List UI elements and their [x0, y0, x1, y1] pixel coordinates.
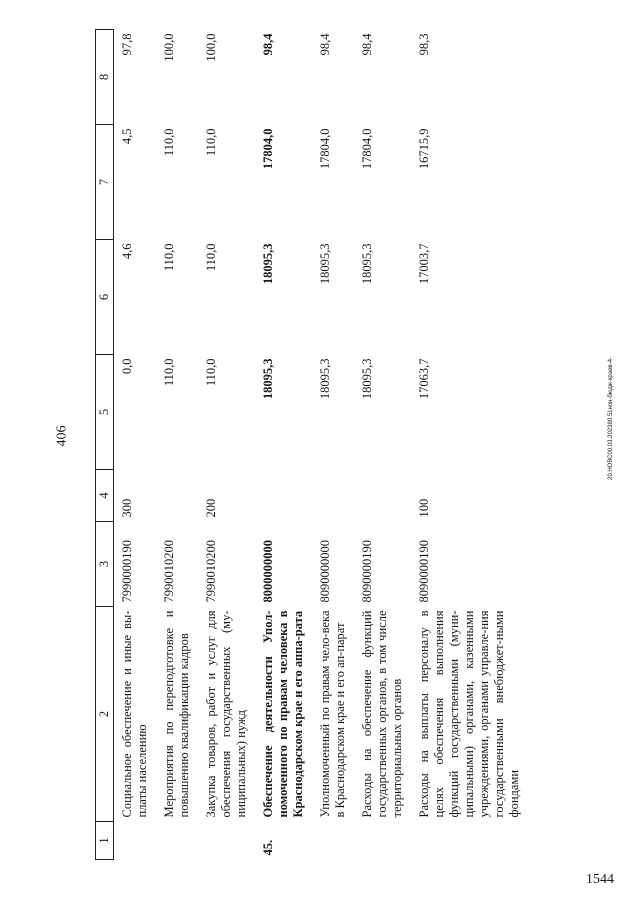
table-row: [156, 30, 198, 860]
table-cell-c7: 16715,9: [417, 128, 431, 170]
table-cell-c7: 110,0: [162, 128, 176, 157]
table-cell-num: 45.: [261, 839, 275, 856]
side-note-text: 20.НОВС00.03.202389.51нон-бюдж-краев-4-: [608, 357, 614, 480]
table-cell-c6: 110,0: [162, 243, 176, 272]
table-cell-c6: 110,0: [204, 243, 218, 272]
table-cell-vr: 200: [204, 498, 218, 518]
table-cell-code: 8090000190: [417, 540, 431, 603]
table-cell-num: [198, 822, 255, 860]
table-cell-c8: 97,8: [120, 33, 134, 56]
table-row: [411, 30, 528, 860]
table-cell-c7: 4,5: [120, 128, 134, 145]
header-cell: 3: [96, 522, 114, 607]
table-cell-name: Закупка товаров, работ и услуг для обеспечения государственных (му-ниципальных) нужд: [204, 610, 248, 818]
table-cell-c8: 98,4: [318, 33, 332, 56]
table-cell-c8: 98,4: [360, 33, 374, 56]
table-cell-num: [156, 822, 198, 860]
table-cell-c7: 110,0: [204, 128, 218, 157]
table-cell-c6: 18095,3: [318, 243, 332, 285]
table-cell-c5: 17063,7: [417, 358, 431, 400]
table-cell-code: 8000000000: [261, 540, 275, 603]
table-cell-code: 7990010200: [204, 540, 218, 603]
table-cell-c6: 17003,7: [417, 243, 431, 285]
header-cell: 6: [96, 240, 114, 355]
page-number-top: 406: [54, 425, 70, 447]
rotated-table-container: [95, 30, 605, 860]
table-cell-vr: 100: [417, 498, 431, 518]
budget-table: [95, 29, 528, 860]
table-cell-c8: 100,0: [204, 33, 218, 62]
table-cell-c6: 18095,3: [261, 243, 275, 285]
table-cell-code: 7990000190: [120, 540, 134, 603]
table-cell-c6: 4,6: [120, 243, 134, 260]
table-cell-c8: 100,0: [162, 33, 176, 62]
table-cell-name: Обеспечение деятельности Упол-номоченного по правам человека в Краснодарском крае и его аппа-рата: [261, 610, 305, 818]
table-cell-code: 8090000190: [360, 540, 374, 603]
table-row: [114, 30, 157, 860]
table-cell-c8: 98,3: [417, 33, 431, 56]
table-cell-name: Расходы на обеспечение функций государственных органов, в том числе территориальных органов: [360, 610, 404, 818]
header-cell: 8: [96, 30, 114, 125]
table-cell-c5: 18095,3: [318, 358, 332, 400]
table-cell-num: [114, 822, 157, 860]
header-cell: 1: [96, 822, 114, 860]
table-header-row: [96, 30, 114, 860]
table-cell-c5: 0,0: [120, 358, 134, 375]
table-cell-c6: 18095,3: [360, 243, 374, 285]
table-cell-c5: 18095,3: [261, 358, 275, 400]
header-cell: 5: [96, 355, 114, 470]
table-cell-num: [411, 822, 528, 860]
table-row: [255, 30, 312, 860]
table-row: [198, 30, 255, 860]
table-cell-code: 7990010200: [162, 540, 176, 603]
table-cell-name: Расходы на выплаты персоналу в целях обеспечения выполнения функций государственными (муни-ципальными) органами, казенными учреждениями, органами управле-ния государственными внебюджет-ными фондами: [417, 610, 521, 818]
table-row: [312, 30, 354, 860]
table-cell-num: [354, 822, 411, 860]
table-cell-num: [312, 822, 354, 860]
table-cell-c7: 17804,0: [318, 128, 332, 170]
header-cell: 2: [96, 607, 114, 822]
table-cell-c7: 17804,0: [261, 128, 275, 170]
table-cell-vr: [255, 470, 312, 522]
table-row: [354, 30, 411, 860]
table-cell-c8: 98,4: [261, 33, 275, 56]
table-cell-vr: 300: [120, 498, 134, 518]
table-cell-name: Мероприятия по переподготовке и повышению квалификации кадров: [162, 610, 191, 818]
header-cell: 4: [96, 470, 114, 522]
table-cell-vr: [312, 470, 354, 522]
table-cell-name: Социальное обеспечение и иные вы-платы населению: [120, 610, 149, 818]
table-cell-c5: 110,0: [204, 358, 218, 387]
table-cell-vr: [354, 470, 411, 522]
table-cell-c7: 17804,0: [360, 128, 374, 170]
page-number-bottom: 1544: [586, 872, 614, 887]
table-cell-c5: 110,0: [162, 358, 176, 387]
table-cell-vr: [156, 470, 198, 522]
side-note: [608, 40, 616, 870]
header-cell: 7: [96, 125, 114, 240]
table-cell-c5: 18095,3: [360, 358, 374, 400]
table-cell-code: 8090000000: [318, 540, 332, 603]
table-cell-name: Уполномоченный по правам чело-века в Краснодарском крае и его ап-парат: [318, 610, 347, 818]
